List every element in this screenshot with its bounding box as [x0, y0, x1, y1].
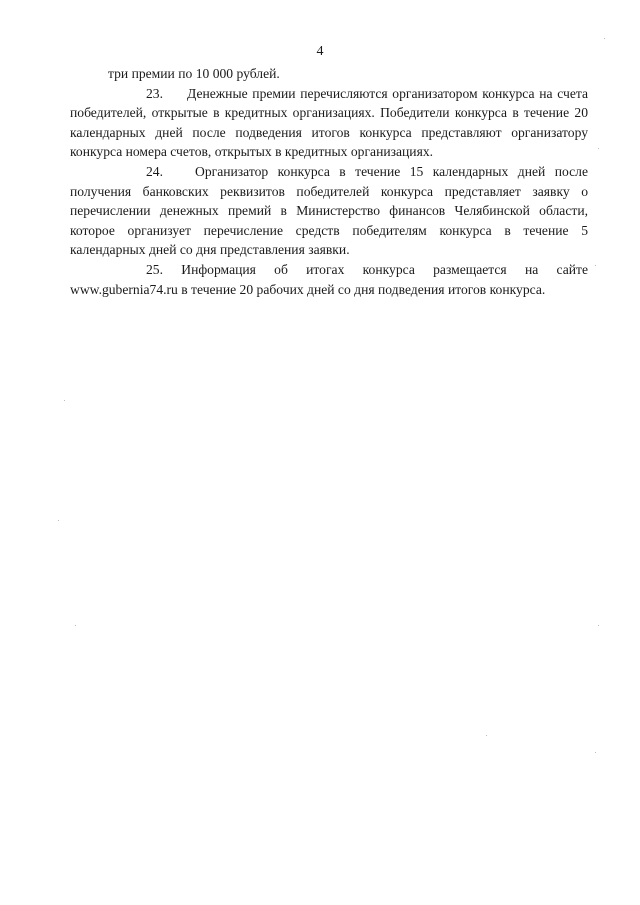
paragraph-text: три премии по 10 000 рублей.: [108, 66, 280, 81]
paragraph-25: [70, 260, 588, 299]
paragraph-number: 25.: [146, 261, 163, 277]
paragraph-23: [70, 84, 588, 162]
scan-speck: [595, 752, 596, 753]
scan-speck: [75, 625, 76, 626]
scan-speck: [598, 148, 599, 149]
page-number: 4: [316, 44, 324, 59]
paragraph-continuation: [70, 64, 588, 84]
document-body: [70, 64, 588, 299]
scan-speck: [58, 520, 59, 521]
paragraph-text: Денежные премии перечисляются организатором конкурса на счета победителей, открытые в кредитных организациях. Победители конкурса в течение 20 календарных дней после подведения итогов конкурса представляют организатору конкурса номера счетов, открытых в кредитных организациях.: [70, 85, 588, 160]
paragraph-number: 24.: [146, 163, 163, 179]
paragraph-text: Организатор конкурса в течение 15 календарных дней после получения банковских реквизитов победителей конкурса представляет заявку о перечислении денежных премий в Министерство финансов Челябинской области, которое организует перечисление средств победителям конкурса в течение 5 календарных дней со дня представления заявки.: [70, 163, 588, 258]
paragraph-24: [70, 162, 588, 260]
paragraph-text: Информация об итогах конкурса размещается на сайте www.gubernia74.ru в течение 20 рабочих дней со дня подведения итогов конкурса.: [70, 261, 588, 297]
scan-speck: [598, 625, 599, 626]
paragraph-number: 23.: [146, 85, 163, 101]
scan-speck: [486, 735, 487, 736]
scan-speck: [64, 400, 65, 401]
scan-speck: [595, 265, 596, 266]
scan-speck: [604, 38, 605, 39]
